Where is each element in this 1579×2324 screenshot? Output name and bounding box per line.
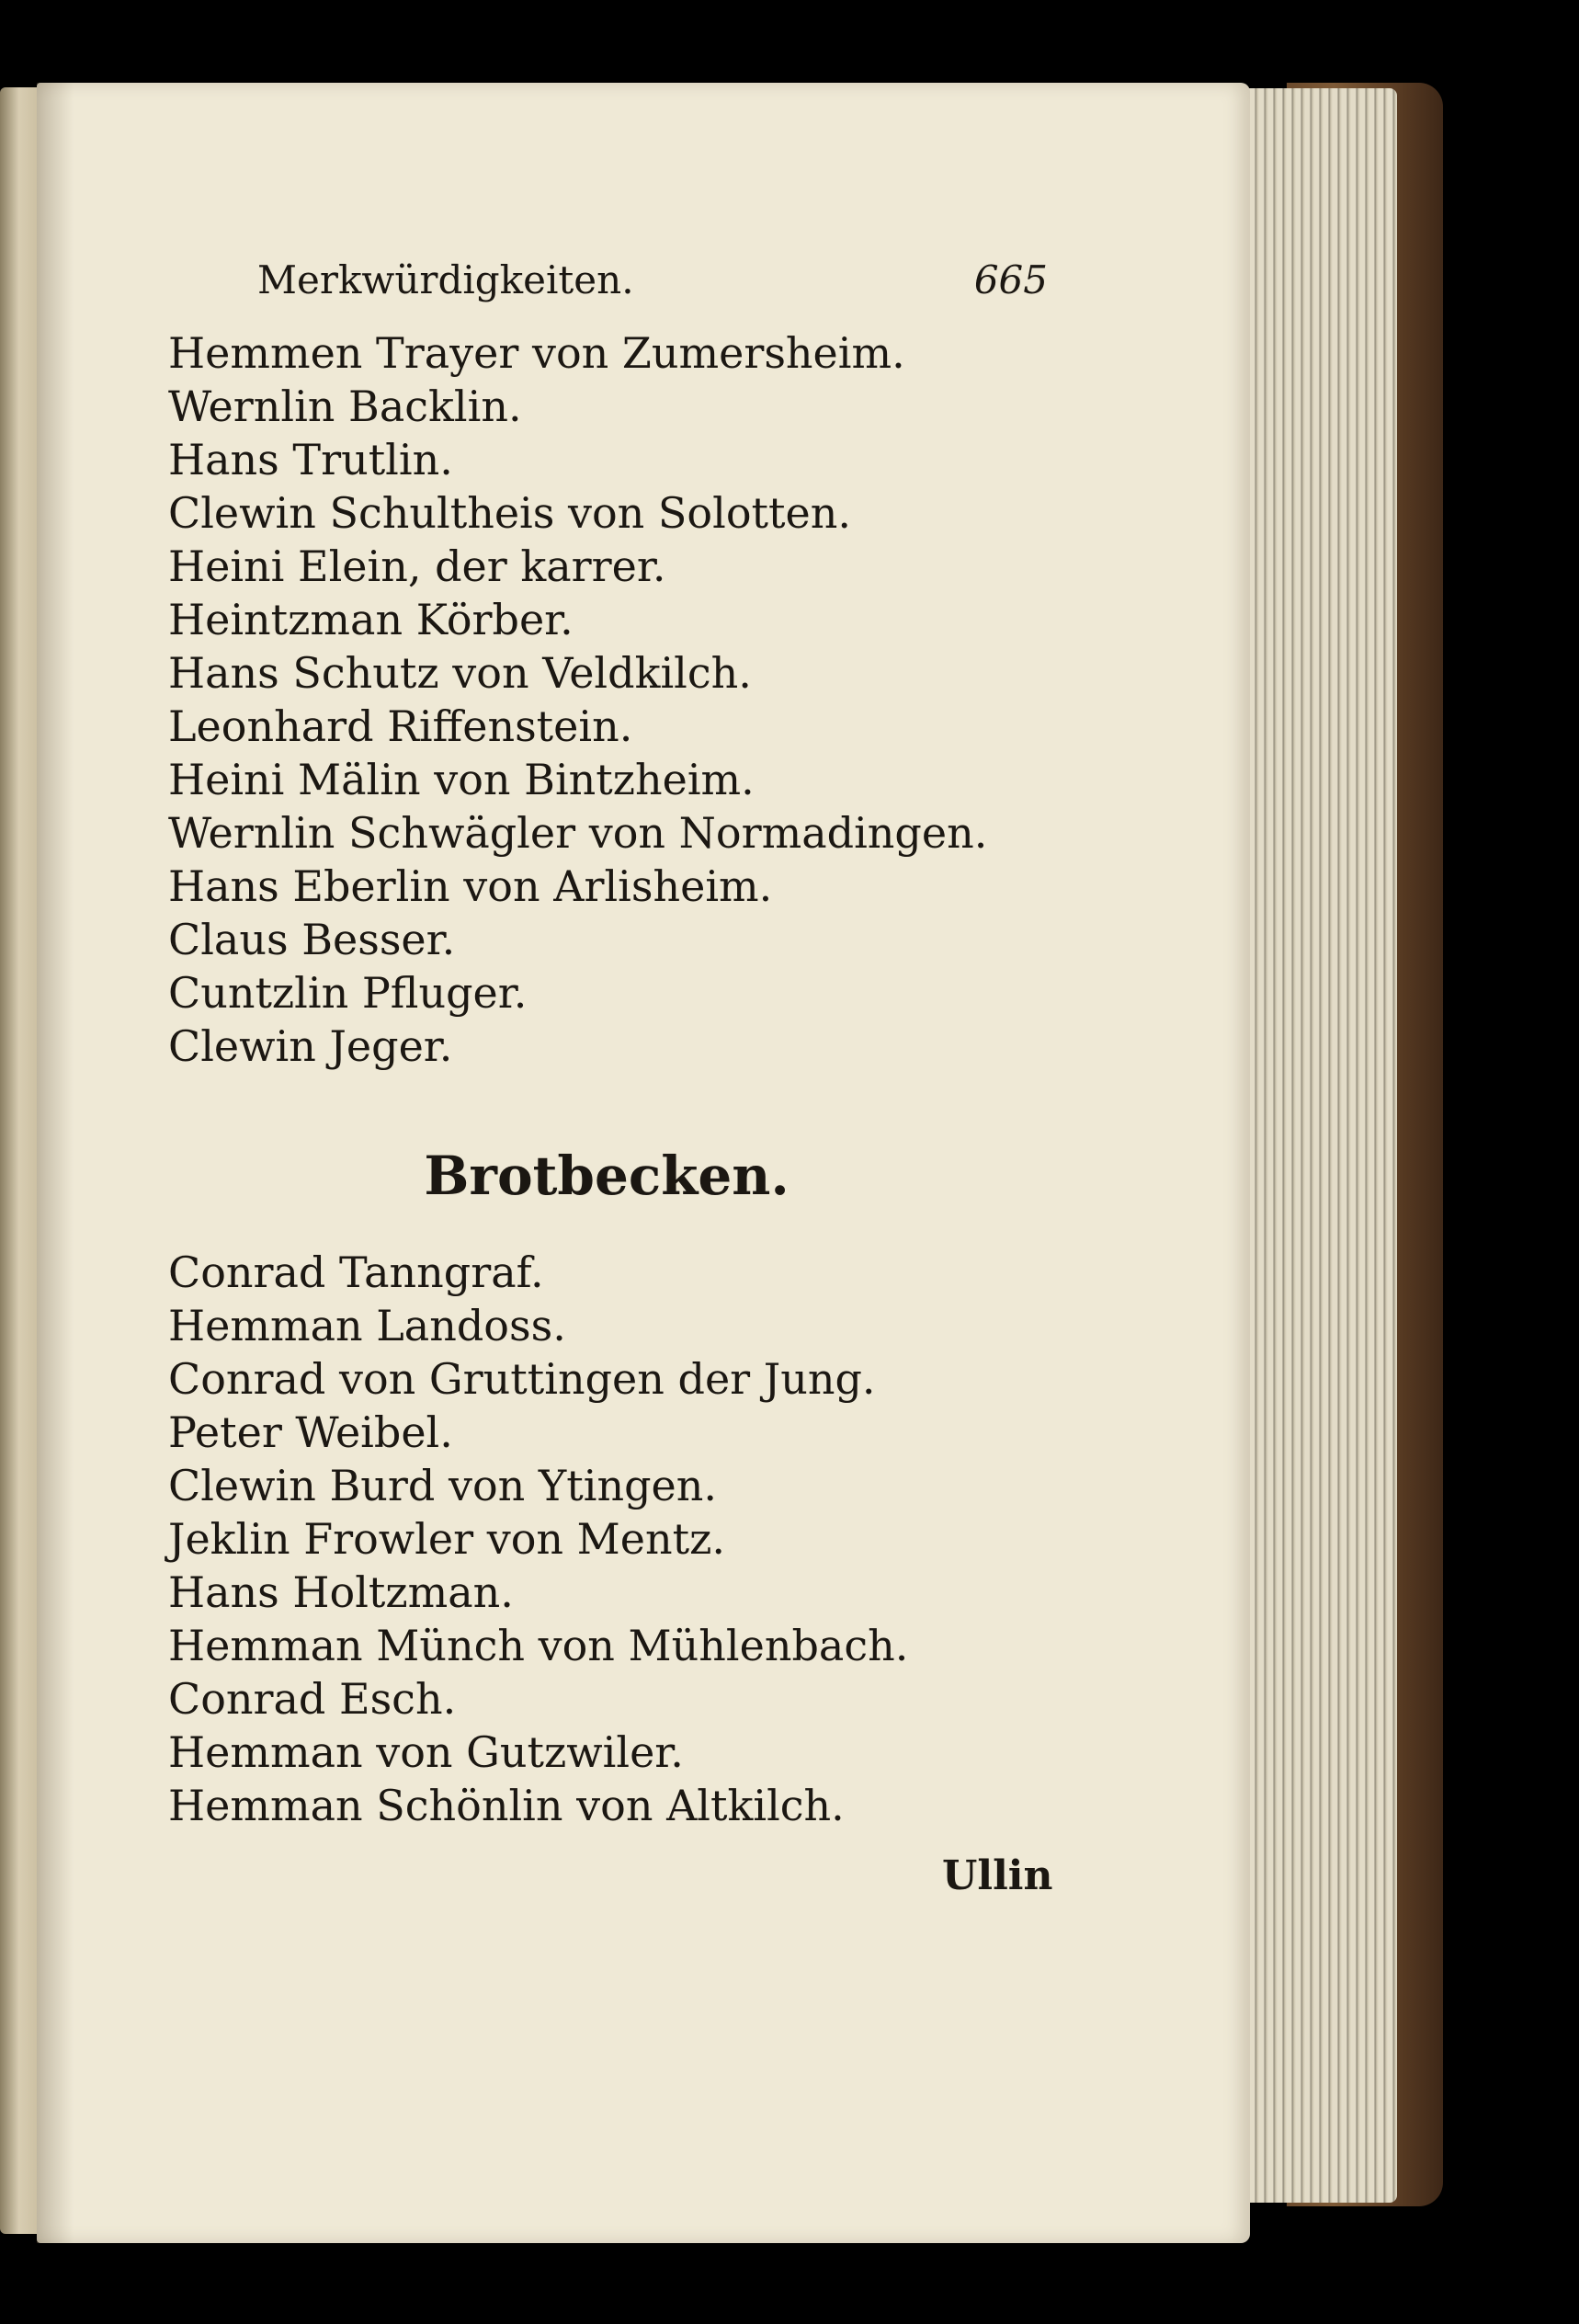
list-item: Heini Elein, der karrer.: [168, 541, 666, 591]
names-list-1: [168, 326, 1087, 1073]
list-item: Conrad Esch.: [168, 1674, 457, 1724]
list-item: Wernlin Backlin.: [168, 382, 522, 431]
page-number: 665: [973, 257, 1048, 302]
running-title: Merkwürdigkeiten.: [257, 257, 634, 302]
list-item: Claus Besser.: [168, 915, 456, 964]
section-heading: Brotbecken.: [424, 1145, 790, 1207]
list-item: Conrad von Gruttingen der Jung.: [168, 1354, 876, 1404]
list-item: Clewin Schultheis von Solotten.: [168, 488, 851, 538]
list-item: Hemman von Gutzwiler.: [168, 1727, 684, 1777]
list-item: Hans Holtzman.: [168, 1567, 514, 1617]
list-item: Peter Weibel.: [168, 1407, 453, 1457]
list-item: Heini Mälin von Bintzheim.: [168, 755, 755, 804]
list-item: Jeklin Frowler von Mentz.: [168, 1514, 725, 1564]
list-item: Clewin Jeger.: [168, 1021, 453, 1071]
list-item: Hans Trutlin.: [168, 435, 453, 484]
list-item: Wernlin Schwägler von Normadingen.: [168, 808, 988, 858]
running-head: [165, 257, 1048, 313]
list-item: Hemman Landoss.: [168, 1301, 566, 1350]
list-item: Hemman Schönlin von Altkilch.: [168, 1781, 845, 1830]
list-item: Conrad Tanngraf.: [168, 1247, 544, 1297]
list-item: Leonhard Riffenstein.: [168, 701, 633, 751]
gutter-shadow: [37, 83, 74, 2243]
list-item: Hans Eberlin von Arlisheim.: [168, 861, 773, 911]
list-item: Heintzman Körber.: [168, 595, 574, 644]
catchword: Ullin: [942, 1852, 1053, 1899]
list-item: Hemman Münch von Mühlenbach.: [168, 1621, 909, 1670]
list-item: Cuntzlin Pfluger.: [168, 968, 528, 1018]
list-item: Clewin Burd von Ytingen.: [168, 1461, 717, 1510]
names-list-2: [168, 1246, 1087, 1832]
list-item: Hans Schutz von Veldkilch.: [168, 648, 752, 698]
list-item: Hemmen Trayer von Zumersheim.: [168, 328, 905, 378]
